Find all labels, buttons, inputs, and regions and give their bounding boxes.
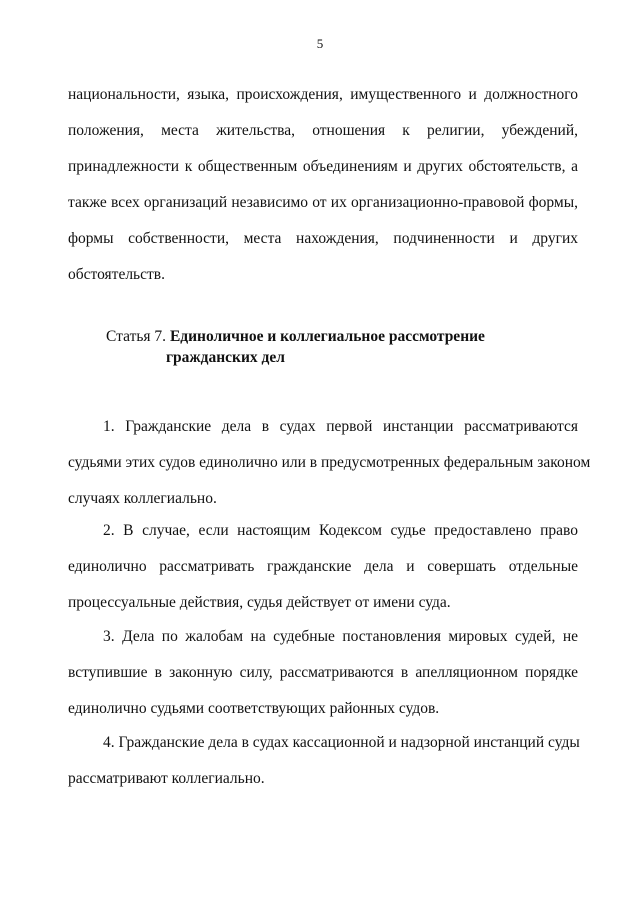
intro-paragraph [68,86,578,302]
article-title-line1: Единоличное и коллегиальное рассмотрение [169,328,485,345]
article-title-line2: гражданских дел [166,349,285,366]
page-number: 5 [316,36,324,51]
text-line: национальности, языка, происхождения, имущественного и должностного [68,86,578,103]
paragraph-1 [68,418,591,526]
paragraph-4 [68,734,578,806]
text-line: положения, места жительства, отношения к религии, убеждений, [68,122,578,139]
text-line: принадлежности к общественным объединениям и других обстоятельств, а [68,158,578,175]
article-heading [106,326,485,368]
text-line: вступившие в законную силу, рассматриваются в апелляционном порядке [68,664,578,681]
text-line: единолично рассматривать гражданские дела и совершать отдельные [68,558,578,575]
text-line: 2. В случае, если настоящим Кодексом судье предоставлено право [103,522,578,539]
text-line: случаях коллегиально. [68,490,217,507]
text-line: судьями этих судов единолично или в предусмотренных федеральным законом [68,454,591,471]
text-line: формы собственности, места нахождения, подчиненности и других [68,230,578,247]
text-line: 1. Гражданские дела в судах первой инстанции рассматриваются [103,418,578,435]
text-line: обстоятельств. [68,266,165,283]
text-line: рассматривают коллегиально. [68,770,265,787]
paragraph-3 [68,628,578,736]
text-line: единолично судьями соответствующих районных судов. [68,700,440,717]
paragraph-2 [68,522,578,630]
text-line: также всех организаций независимо от их организационно-правовой формы, [68,194,578,211]
article-prefix: Статья 7. [106,328,167,345]
text-line: 4. Гражданские дела в судах кассационной и надзорной инстанций суды [103,734,580,751]
text-line: 3. Дела по жалобам на судебные постановления мировых судей, не [103,628,578,645]
text-line: процессуальные действия, судья действует от имени суда. [68,594,451,611]
